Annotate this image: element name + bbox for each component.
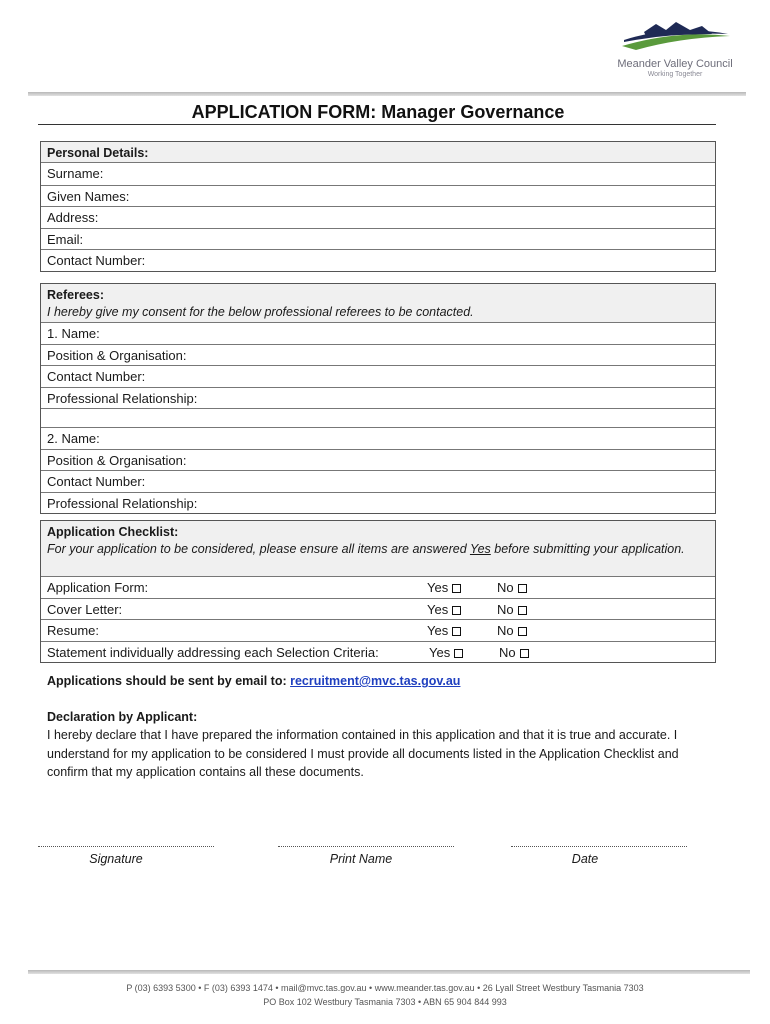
no-checkbox[interactable] <box>497 599 527 620</box>
referee2-contact-field[interactable]: Contact Number: <box>41 470 715 492</box>
checklist-note-after: before submitting your application. <box>490 542 685 556</box>
no-checkbox[interactable] <box>497 620 527 641</box>
yes-label: Yes <box>427 580 449 595</box>
checklist-item <box>41 641 715 663</box>
surname-field[interactable]: Surname: <box>47 166 104 181</box>
referee1-position-field[interactable]: Position & Organisation: <box>41 344 715 366</box>
yes-checkbox[interactable] <box>427 577 461 598</box>
given-names-field[interactable]: Given Names: <box>41 185 715 207</box>
council-name: Meander Valley Council <box>617 58 733 70</box>
referee-spacer-row <box>41 408 715 427</box>
footer-contact-line: P (03) 6393 5300 • F (03) 6393 1474 • mail@mvc.tas.gov.au • www.meander.tas.gov.au • 26 Lyall Street Westbury Tasmania 7303 <box>126 983 644 993</box>
referees-consent-note: I hereby give my consent for the below professional referees to be contacted. <box>47 305 474 319</box>
referees-table <box>40 283 716 514</box>
email-instruction-label: Applications should be sent by email to: <box>47 674 291 688</box>
checkbox-icon <box>518 627 527 636</box>
referee2-name-field[interactable]: 2. Name: <box>41 427 715 449</box>
yes-label: Yes <box>429 644 451 660</box>
no-label: No <box>497 580 514 595</box>
referee1-relationship-field[interactable]: Professional Relationship: <box>41 387 715 409</box>
contact-number-field[interactable]: Contact Number: <box>41 249 715 271</box>
checklist-note <box>47 541 709 558</box>
referee2-position-field[interactable]: Position & Organisation: <box>41 449 715 471</box>
personal-details-table <box>40 141 716 272</box>
yes-label: Yes <box>427 623 449 638</box>
checklist-item-label: Application Form: <box>47 580 149 595</box>
referees-heading: Referees: <box>47 288 104 302</box>
checklist-item-label: Cover Letter: <box>47 601 123 617</box>
date-label: Date <box>571 852 599 866</box>
checklist-heading: Application Checklist: <box>47 525 179 539</box>
checkbox-icon <box>518 606 527 615</box>
council-tagline: Working Together <box>647 71 703 78</box>
personal-details-heading: Personal Details: <box>41 142 715 163</box>
header-divider <box>28 92 746 96</box>
title-underline <box>38 124 716 125</box>
checklist-item <box>41 576 715 598</box>
yes-checkbox[interactable] <box>427 599 461 620</box>
referee1-contact-field[interactable]: Contact Number: <box>41 365 715 387</box>
council-logo <box>610 20 740 82</box>
no-checkbox[interactable] <box>499 642 529 663</box>
checklist-item <box>41 598 715 620</box>
checkbox-icon <box>454 649 463 658</box>
print-name-label: Print Name <box>329 852 393 866</box>
checklist-item-label: Statement individually addressing each Selection Criteria: <box>47 644 379 660</box>
footer-address-line: PO Box 102 Westbury Tasmania 7303 • ABN 65 904 844 993 <box>263 997 507 1007</box>
signature-label: Signature <box>89 852 143 866</box>
signature-line[interactable] <box>38 846 214 847</box>
no-label: No <box>499 644 516 660</box>
footer-divider <box>28 970 750 974</box>
checkbox-icon <box>520 649 529 658</box>
mountain-logo-icon <box>616 20 734 58</box>
print-name-line[interactable] <box>278 846 454 847</box>
checkbox-icon <box>452 627 461 636</box>
no-label: No <box>497 623 514 638</box>
checkbox-icon <box>518 584 527 593</box>
checklist-note-before: For your application to be considered, please ensure all items are answered <box>47 542 470 556</box>
checklist-item <box>41 619 715 641</box>
application-checklist-table <box>40 520 716 663</box>
yes-label: Yes <box>427 601 449 617</box>
declaration-heading: Declaration by Applicant: <box>47 710 198 724</box>
page-title: APPLICATION FORM: Manager Governance <box>191 102 565 122</box>
checkbox-icon <box>452 584 461 593</box>
checklist-header <box>41 521 715 576</box>
no-label: No <box>497 601 514 617</box>
yes-checkbox[interactable] <box>427 620 461 641</box>
email-field[interactable]: Email: <box>41 228 715 250</box>
recruitment-email-link[interactable]: recruitment@mvc.tas.gov.au <box>290 674 461 688</box>
checkbox-icon <box>452 606 461 615</box>
address-field[interactable]: Address: <box>41 206 715 228</box>
checklist-item-label: Resume: <box>47 623 100 638</box>
email-instruction <box>47 674 460 688</box>
yes-checkbox[interactable] <box>429 642 463 663</box>
date-line[interactable] <box>511 846 687 847</box>
referees-header <box>41 284 715 322</box>
declaration-text: I hereby declare that I have prepared the information contained in this application and that it is true and accurate. I understand for my application to be considered I must provide all documents listed in the Application Checklist and confirm that my application contains all these documents. <box>47 728 679 779</box>
referee2-relationship-field[interactable]: Professional Relationship: <box>41 492 715 514</box>
checklist-note-emphasis: Yes <box>469 542 491 556</box>
referee1-name-field[interactable]: 1. Name: <box>41 322 715 344</box>
no-checkbox[interactable] <box>497 577 527 598</box>
